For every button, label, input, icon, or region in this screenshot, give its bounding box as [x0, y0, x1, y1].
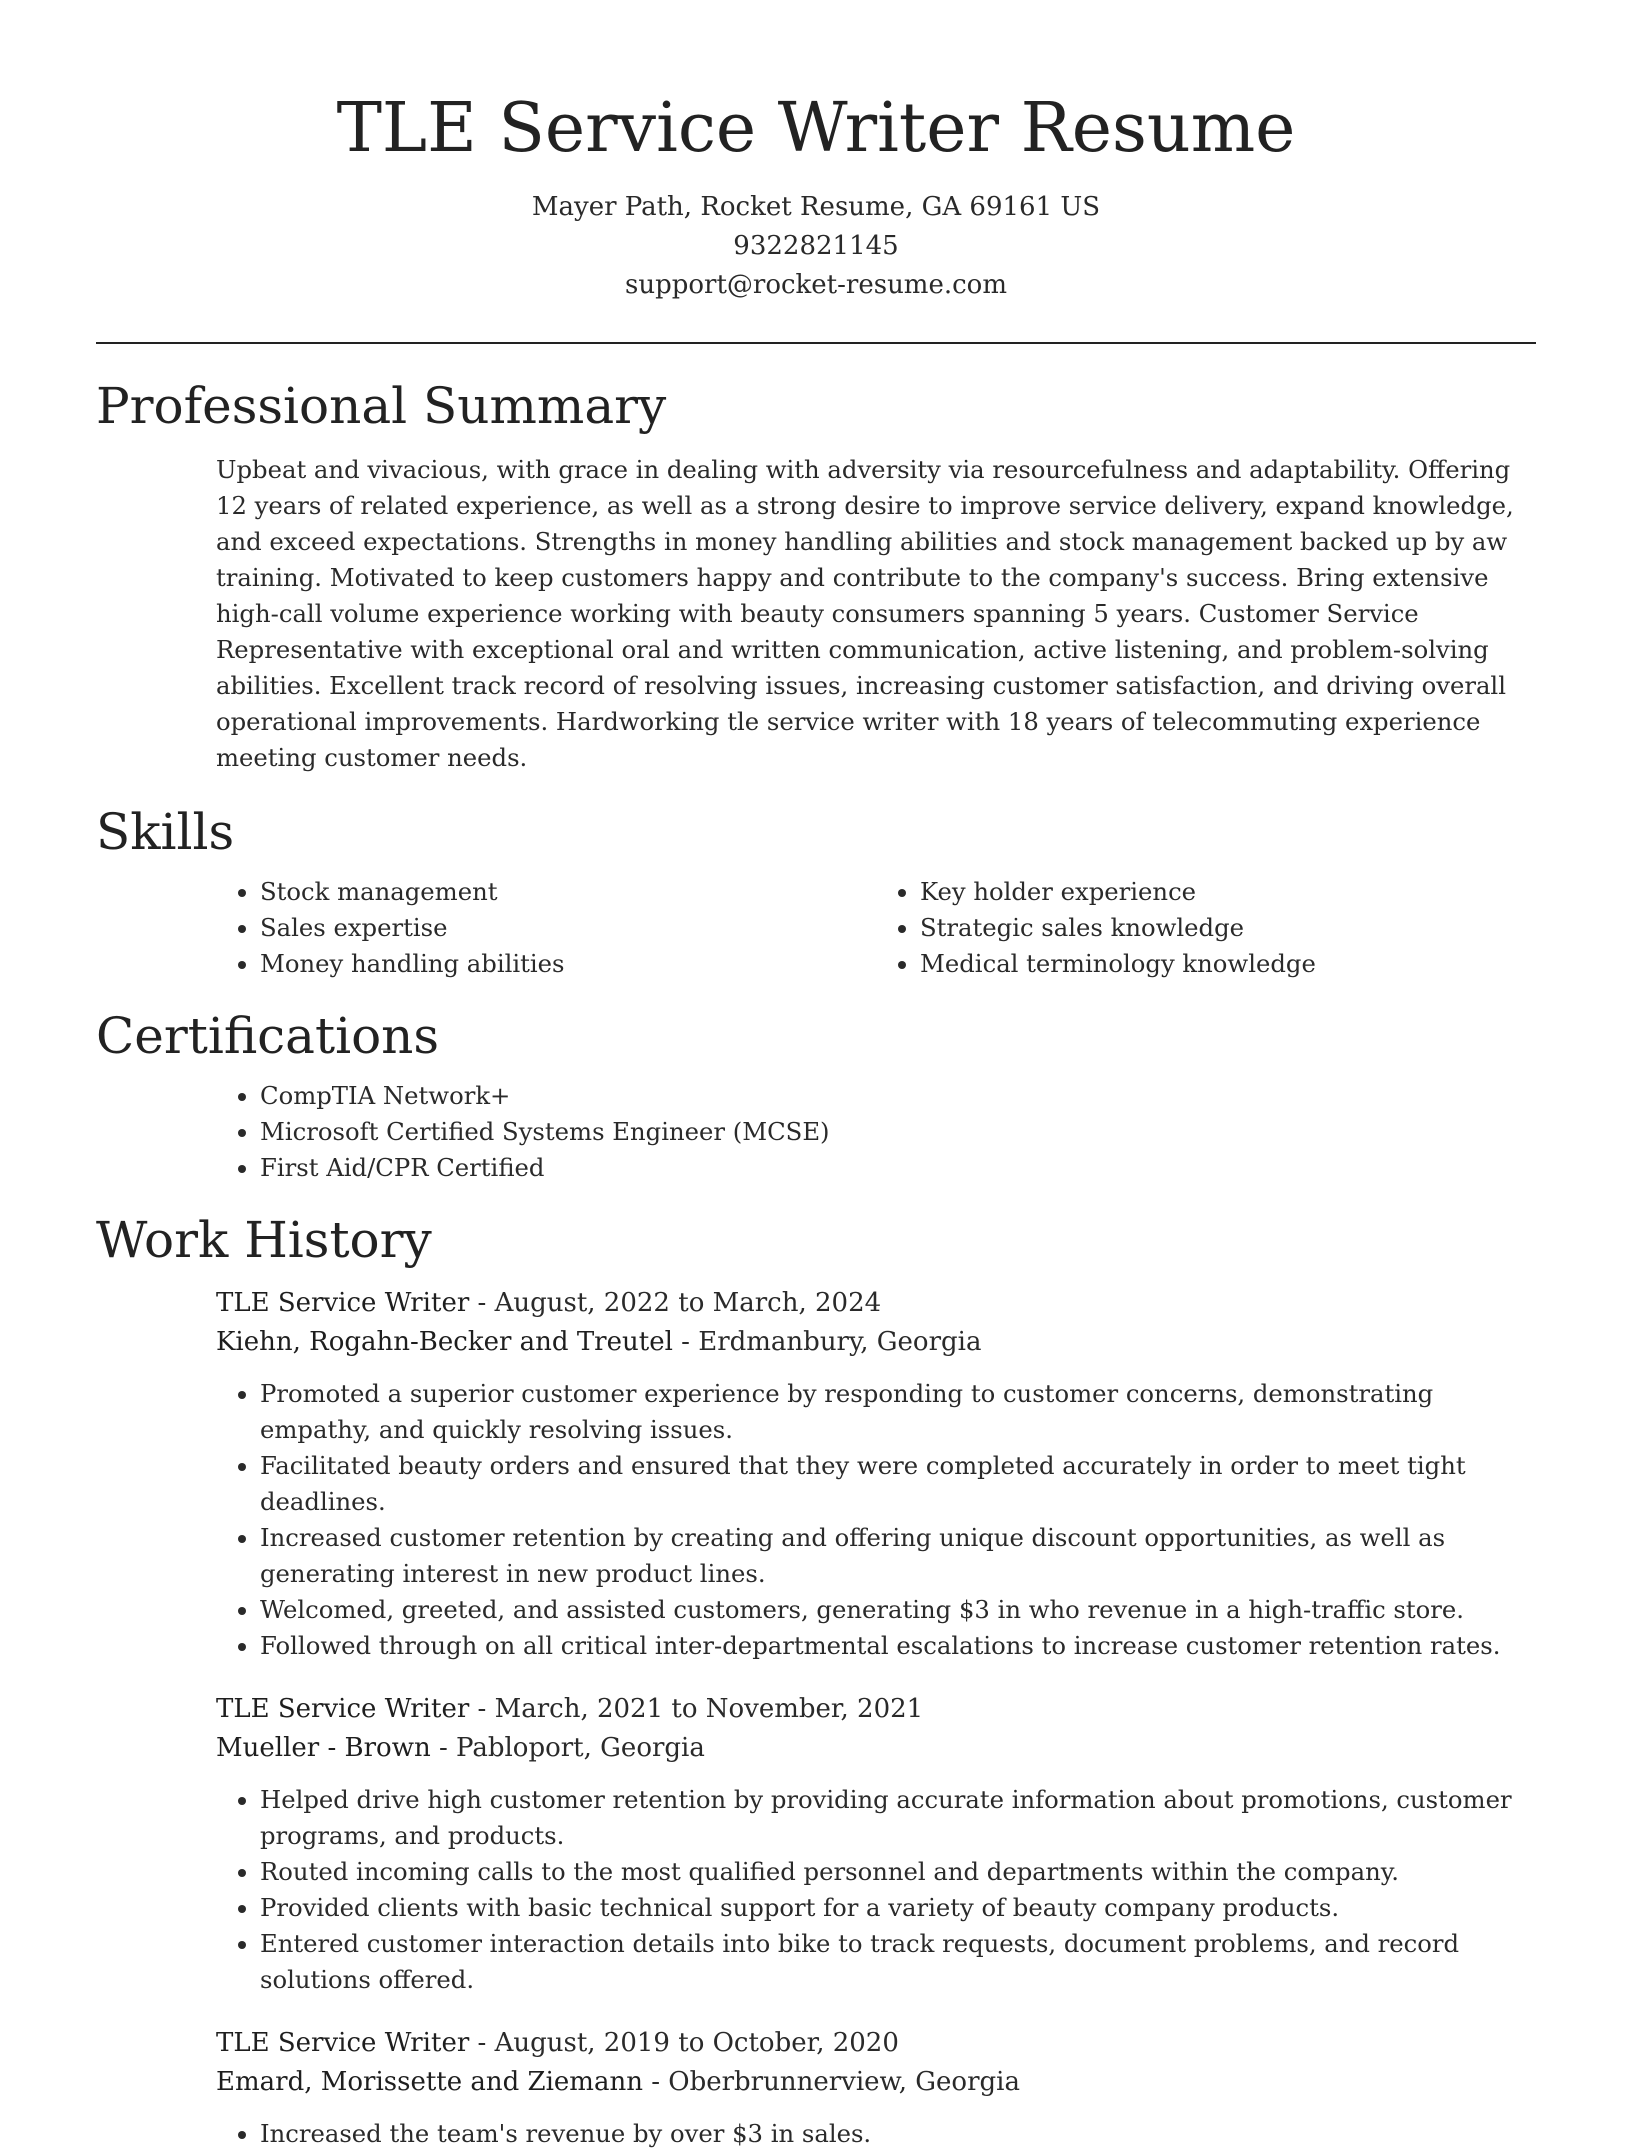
- certification-item: • First Aid/CPR Certified: [260, 1150, 1536, 1186]
- contact-info: [0, 188, 1632, 305]
- skill-item: • Sales expertise: [260, 910, 876, 946]
- contact-address: Mayer Path, Rocket Resume, GA 69161 US: [531, 192, 1101, 222]
- contact-phone: 9322821145: [733, 231, 899, 261]
- job-location: - Oberbrunnerview, Georgia: [642, 2067, 1020, 2097]
- job-location: - Pabloport, Georgia: [430, 1733, 705, 1763]
- job-duty: • Increased customer retention by creating and offering unique discount opportunities, as well as generating interest in new product lines.: [260, 1520, 1536, 1592]
- job-entry-2: [216, 1690, 1536, 1998]
- job-dates: - August, 2022 to March, 2024: [469, 1288, 882, 1318]
- work-history-section: [96, 1208, 1536, 2152]
- job-duty: • Followed through on all critical inter-departmental escalations to increase customer retention rates.: [260, 1628, 1536, 1664]
- skill-item: • Stock management: [260, 874, 876, 910]
- skills-list-right: [876, 874, 1536, 982]
- job-duties-list: [216, 1782, 1536, 1998]
- certifications-list: [216, 1078, 1536, 1186]
- job-location: - Erdmanbury, Georgia: [672, 1327, 982, 1357]
- resume-header: [0, 0, 1632, 305]
- skill-item: • Medical terminology knowledge: [920, 946, 1536, 982]
- job-company: Kiehn, Rogahn-Becker and Treutel: [216, 1327, 673, 1357]
- job-company-line: [216, 2063, 1536, 2102]
- job-company-line: [216, 1729, 1536, 1768]
- certifications-heading: Certifications: [96, 1007, 440, 1065]
- summary-section: [96, 374, 1536, 776]
- job-title: TLE Service Writer: [216, 1288, 470, 1318]
- job-entry-3: [216, 2024, 1536, 2152]
- contact-email[interactable]: support@rocket-resume.com: [624, 270, 1007, 300]
- job-title-line: [216, 2024, 1536, 2063]
- job-company-line: [216, 1323, 1536, 1362]
- job-duty: • Facilitated beauty orders and ensured that they were completed accurately in order to meet tight deadlines.: [260, 1448, 1536, 1520]
- job-title: TLE Service Writer: [216, 2028, 470, 2058]
- job-dates: - March, 2021 to November, 2021: [469, 1694, 924, 1724]
- job-duty: • Routed incoming calls to the most qualified personnel and departments within the company.: [260, 1854, 1536, 1890]
- job-title: TLE Service Writer: [216, 1694, 470, 1724]
- job-entry-1: [216, 1284, 1536, 1664]
- job-title-line: [216, 1690, 1536, 1729]
- work-history-heading: Work History: [96, 1211, 432, 1269]
- job-duty: • Provided clients with basic technical support for a variety of beauty company products.: [260, 1890, 1536, 1926]
- skills-list-left: [216, 874, 876, 982]
- header-divider: [96, 342, 1536, 344]
- job-duty: • Welcomed, greeted, and assisted customers, generating $3 in who revenue in a high-traffic store.: [260, 1592, 1536, 1628]
- job-duty: • Promoted a superior customer experience by responding to customer concerns, demonstrating empathy, and quickly resolving issues.: [260, 1376, 1536, 1448]
- job-company: Mueller - Brown: [216, 1733, 431, 1763]
- job-title-line: [216, 1284, 1536, 1323]
- job-duty: • Helped drive high customer retention by providing accurate information about promotions, customer programs, and products.: [260, 1782, 1536, 1854]
- summary-heading: Professional Summary: [96, 377, 667, 435]
- job-dates: - August, 2019 to October, 2020: [469, 2028, 899, 2058]
- certification-item: • CompTIA Network+: [260, 1078, 1536, 1114]
- skills-section: [96, 800, 1536, 982]
- skill-item: • Strategic sales knowledge: [920, 910, 1536, 946]
- job-duty: • Increased the team's revenue by over $3 in sales.: [260, 2116, 1536, 2152]
- resume-title: TLE Service Writer Resume: [336, 89, 1296, 168]
- skills-grid: [216, 864, 1536, 982]
- job-duties-list: [216, 2116, 1536, 2152]
- summary-text: Upbeat and vivacious, with grace in dealing with adversity via resourcefulness and adaptability. Offering 12 years of related experience, as well as a strong desire to improve service delivery, expand knowledge, and exceed expectations. Strengths in money handling abilities and stock management backed up by aw training. Motivated to keep customers happy and contribute to the company's success. Bring extensive high-call volume experience working with beauty consumers spanning 5 years. Customer Service Representative with exceptional oral and written communication, active listening, and problem-solving abilities. Excellent track record of resolving issues, increasing customer satisfaction, and driving overall operational improvements. Hardworking tle service writer with 18 years of telecommuting experience meeting customer needs.: [216, 455, 1514, 772]
- certifications-section: [96, 1004, 1536, 1186]
- skills-heading: Skills: [96, 803, 235, 861]
- skill-item: • Money handling abilities: [260, 946, 876, 982]
- skill-item: • Key holder experience: [920, 874, 1536, 910]
- certification-item: • Microsoft Certified Systems Engineer (MCSE): [260, 1114, 1536, 1150]
- job-company: Emard, Morissette and Ziemann: [216, 2067, 643, 2097]
- job-duties-list: [216, 1376, 1536, 1664]
- job-duty: • Entered customer interaction details into bike to track requests, document problems, and record solutions offered.: [260, 1926, 1536, 1998]
